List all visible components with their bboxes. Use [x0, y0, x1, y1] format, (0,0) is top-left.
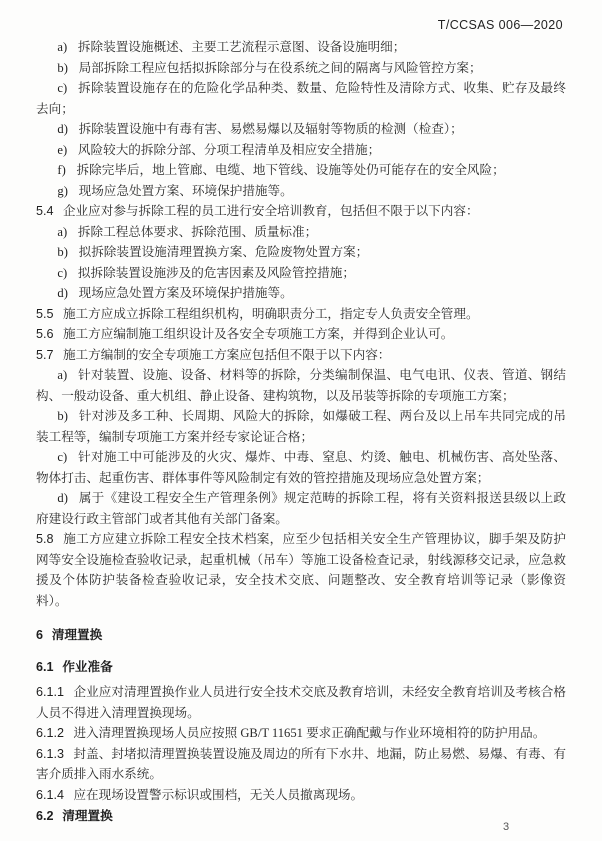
list-item [36, 406, 566, 447]
clause-number: 6 [36, 628, 44, 642]
list-item-label: d) [57, 122, 68, 136]
clause-number: 5.8 [36, 532, 54, 546]
paragraph-text: 施工方应编制施工组织设计及各安全专项施工方案，并得到企业认可。 [62, 327, 454, 341]
paragraph-text: 施工方应建立拆除工程安全技术档案，应至少包括相关安全生产管理协议，脚手架及防护网等安全设施检查验收记录，起重机械（吊车）等施工设备检查记录，射线源移交记录，应急救援及个体防护装备检查验收记录，安全技术交底、问题整改、安全教育培训等记录（影像资料）。 [36, 532, 566, 608]
clause-paragraph [36, 324, 566, 345]
list-item-label: d) [57, 491, 68, 505]
list-item [36, 58, 566, 79]
section-heading [36, 625, 566, 646]
list-item [36, 447, 566, 488]
paragraph-text: 属于《建设工程安全生产管理条例》规定范畴的拆除工程，将有关资料报送县级以上政府建设行政主管部门或者其他有关部门备案。 [36, 491, 566, 526]
paragraph-text: 应在现场设置警示标识或围档，无关人员撤离现场。 [73, 787, 364, 802]
paragraph-text: 拆除装置设施存在的危险化学品种类、数量、危险特性及清除方式、收集、贮存及最终去向； [36, 81, 566, 116]
clause-paragraph [36, 785, 566, 806]
paragraph-text: 封盖、封堵拟清理置换装置设施及周边的所有下水井、地漏，防止易燃、易爆、有毒、有害介质排入雨水系统。 [36, 746, 566, 781]
paragraph-text: 现场应急处置方案及环境保护措施等。 [78, 286, 293, 300]
list-item [36, 263, 566, 284]
section-heading [36, 657, 566, 678]
list-item [36, 283, 566, 304]
paragraph-text: 拆除完毕后，地上管廊、电缆、地下管线、设施等处仍可能存在的安全风险； [76, 163, 505, 177]
clause-number: 6.1.2 [36, 726, 65, 740]
clause-number: 5.6 [36, 327, 54, 341]
list-item [36, 78, 566, 119]
list-item-label: c) [57, 81, 68, 95]
clause-number: 6.1.4 [36, 787, 65, 802]
paragraph-text: 清理置换 [51, 628, 103, 642]
list-item [36, 37, 566, 58]
paragraph-text: 局部拆除工程应包括拟拆除部分与在役系统之间的隔离与风险管控方案； [78, 60, 482, 75]
paragraph-text: 企业应对参与拆除工程的员工进行安全培训教育，包括但不限于以下内容： [62, 204, 479, 218]
clause-paragraph [36, 304, 566, 325]
paragraph-text: 拆除装置设施中有毒有害、易燃易爆以及辐射等物质的检测（检查）； [78, 122, 463, 136]
list-item-label: b) [57, 60, 68, 75]
paragraph-text: 针对涉及多工种、长周期、风险大的拆除，如爆破工程、两台及以上吊车共同完成的吊装工程等，编制专项施工方案并经专家论证合格； [36, 409, 566, 444]
clause-number: 5.5 [36, 306, 54, 321]
list-item-label: f) [57, 163, 66, 177]
paragraph-text: 针对施工中可能涉及的火灾、爆炸、中毒、窒息、灼烫、触电、机械伤害、高处坠落、物体打击、起重伤害、群体事件等风险制定有效的管控措施及现场应急处置方案； [36, 450, 566, 485]
paragraph-text: 拆除工程总体要求、拆除范围、质量标准； [77, 224, 318, 239]
list-item-label: b) [57, 245, 68, 259]
paragraph-text: 企业应对清理置换作业人员进行安全技术交底及教育培训，未经安全教育培训及考核合格人员不得进入清理置换现场。 [36, 685, 566, 720]
paragraph-text: 拟拆除装置设施涉及的危害因素及风险管控措施； [77, 265, 355, 280]
section-heading [36, 806, 566, 827]
list-item [36, 488, 566, 529]
list-item [36, 222, 566, 243]
clause-paragraph [36, 529, 566, 611]
clause-number: 6.2 [36, 809, 54, 823]
list-item [36, 119, 566, 140]
list-item-label: a) [57, 224, 68, 239]
paragraph-text: 施工方编制的安全专项施工方案应包括但不限于以下内容： [62, 347, 391, 362]
document-body [36, 37, 566, 832]
list-item-label: c) [57, 265, 68, 280]
paragraph-text: 风险较大的拆除分部、分项工程清单及相应安全措施； [77, 142, 381, 157]
paragraph-text: 进入清理置换现场人员应按照 GB/T 11651 要求正确配戴与作业环境相符的防护用品。 [73, 726, 546, 740]
list-item-label: d) [57, 286, 68, 300]
clause-number: 6.1.3 [36, 746, 65, 761]
clause-number: 5.4 [36, 204, 54, 218]
clause-number: 5.7 [36, 347, 54, 362]
paragraph-text: 清理置换 [62, 809, 113, 823]
paragraph-text: 施工方应成立拆除工程组织机构，明确职责分工，指定专人负责安全管理。 [62, 306, 479, 321]
clause-paragraph [36, 201, 566, 222]
doc-number-header: T/CCSAS 006—2020 [437, 18, 563, 32]
list-item [36, 160, 566, 181]
list-item [36, 242, 566, 263]
clause-paragraph [36, 682, 566, 723]
clause-paragraph [36, 345, 566, 366]
list-item-label: a) [57, 40, 68, 54]
clause-paragraph [36, 723, 566, 744]
list-item [36, 181, 566, 202]
list-item [36, 365, 566, 406]
list-item-label: b) [57, 409, 68, 423]
page-number: 3 [503, 821, 510, 833]
list-item [36, 140, 566, 161]
clause-number: 6.1 [36, 659, 54, 674]
clause-number: 6.1.1 [36, 685, 65, 699]
paragraph-text: 作业准备 [62, 659, 113, 674]
clause-paragraph [36, 744, 566, 785]
list-item-label: c) [57, 450, 68, 464]
paragraph-text: 针对装置、设施、设备、材料等的拆除，分类编制保温、电气电讯、仪表、管道、钢结构、一般动设备、重大机组、静止设备、建构筑物，以及吊装等拆除的专项施工方案； [36, 368, 566, 403]
paragraph-text: 拆除装置设施概述、主要工艺流程示意图、设备设施明细； [77, 40, 406, 54]
list-item-label: a) [57, 368, 68, 382]
paragraph-text: 拟拆除装置设施清理置换方案、危险废物处置方案； [78, 245, 369, 259]
list-item-label: g) [57, 183, 68, 198]
paragraph-text: 现场应急处置方案、环境保护措施等。 [78, 183, 293, 198]
list-item-label: e) [57, 142, 68, 157]
